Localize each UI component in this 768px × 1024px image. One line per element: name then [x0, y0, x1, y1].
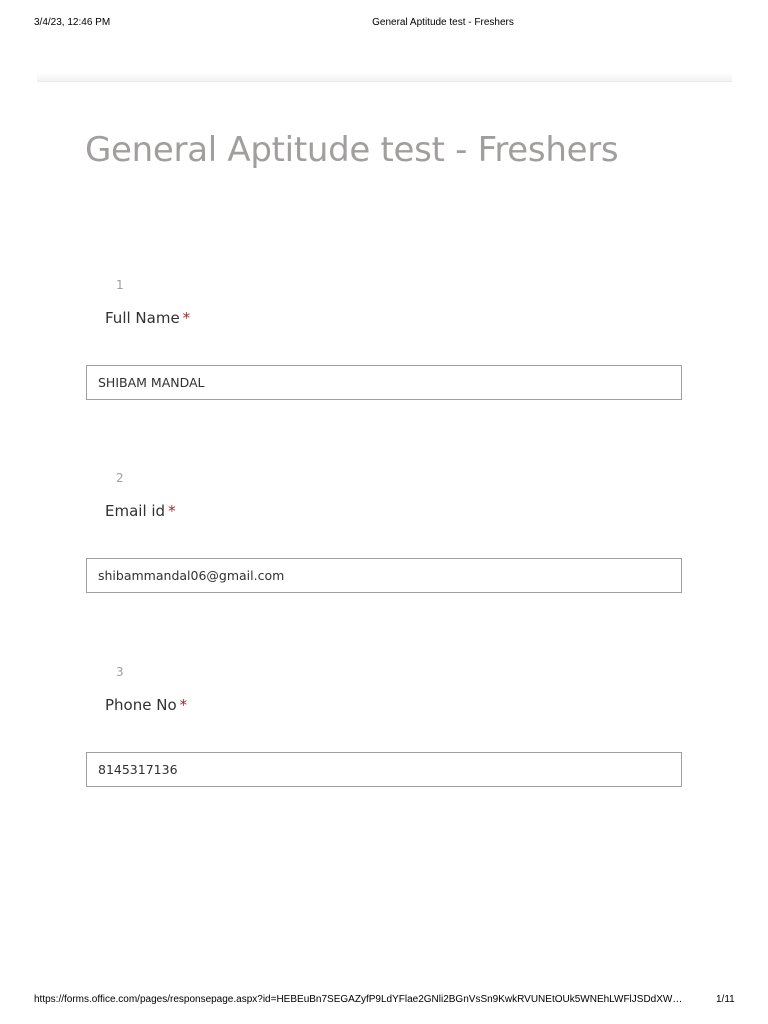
question-number: 1 [116, 278, 124, 292]
required-asterisk: * [179, 696, 188, 714]
question-label [105, 696, 187, 714]
required-asterisk: * [182, 309, 191, 327]
print-datetime: 3/4/23, 12:46 PM [34, 17, 111, 28]
print-url: https://forms.office.com/pages/responsepage.aspx?id=HEBEuBn7SEGAZyfP9LdYFlae2GNli2BGnVsSn9KwkRVUNEtOUk5WNEhLWFlJSDdXW… [34, 994, 683, 1005]
full-name-field[interactable]: SHIBAM MANDAL [86, 365, 682, 400]
question-number: 3 [116, 665, 124, 679]
question-label [105, 502, 176, 520]
question-label-text: Email id [105, 502, 166, 520]
question-label [105, 309, 190, 327]
question-label-text: Full Name [105, 309, 180, 327]
phone-field[interactable]: 8145317136 [86, 752, 682, 787]
print-page-title: General Aptitude test - Freshers [372, 17, 514, 28]
page-number: 1/11 [716, 994, 735, 1005]
question-number: 2 [116, 471, 124, 485]
required-asterisk: * [168, 502, 176, 520]
question-label-text: Phone No [105, 696, 177, 714]
form-top-bar [37, 73, 732, 82]
print-header [0, 17, 768, 31]
email-field[interactable]: shibammandal06@gmail.com [86, 558, 682, 593]
form-title: General Aptitude test - Freshers [85, 130, 619, 170]
